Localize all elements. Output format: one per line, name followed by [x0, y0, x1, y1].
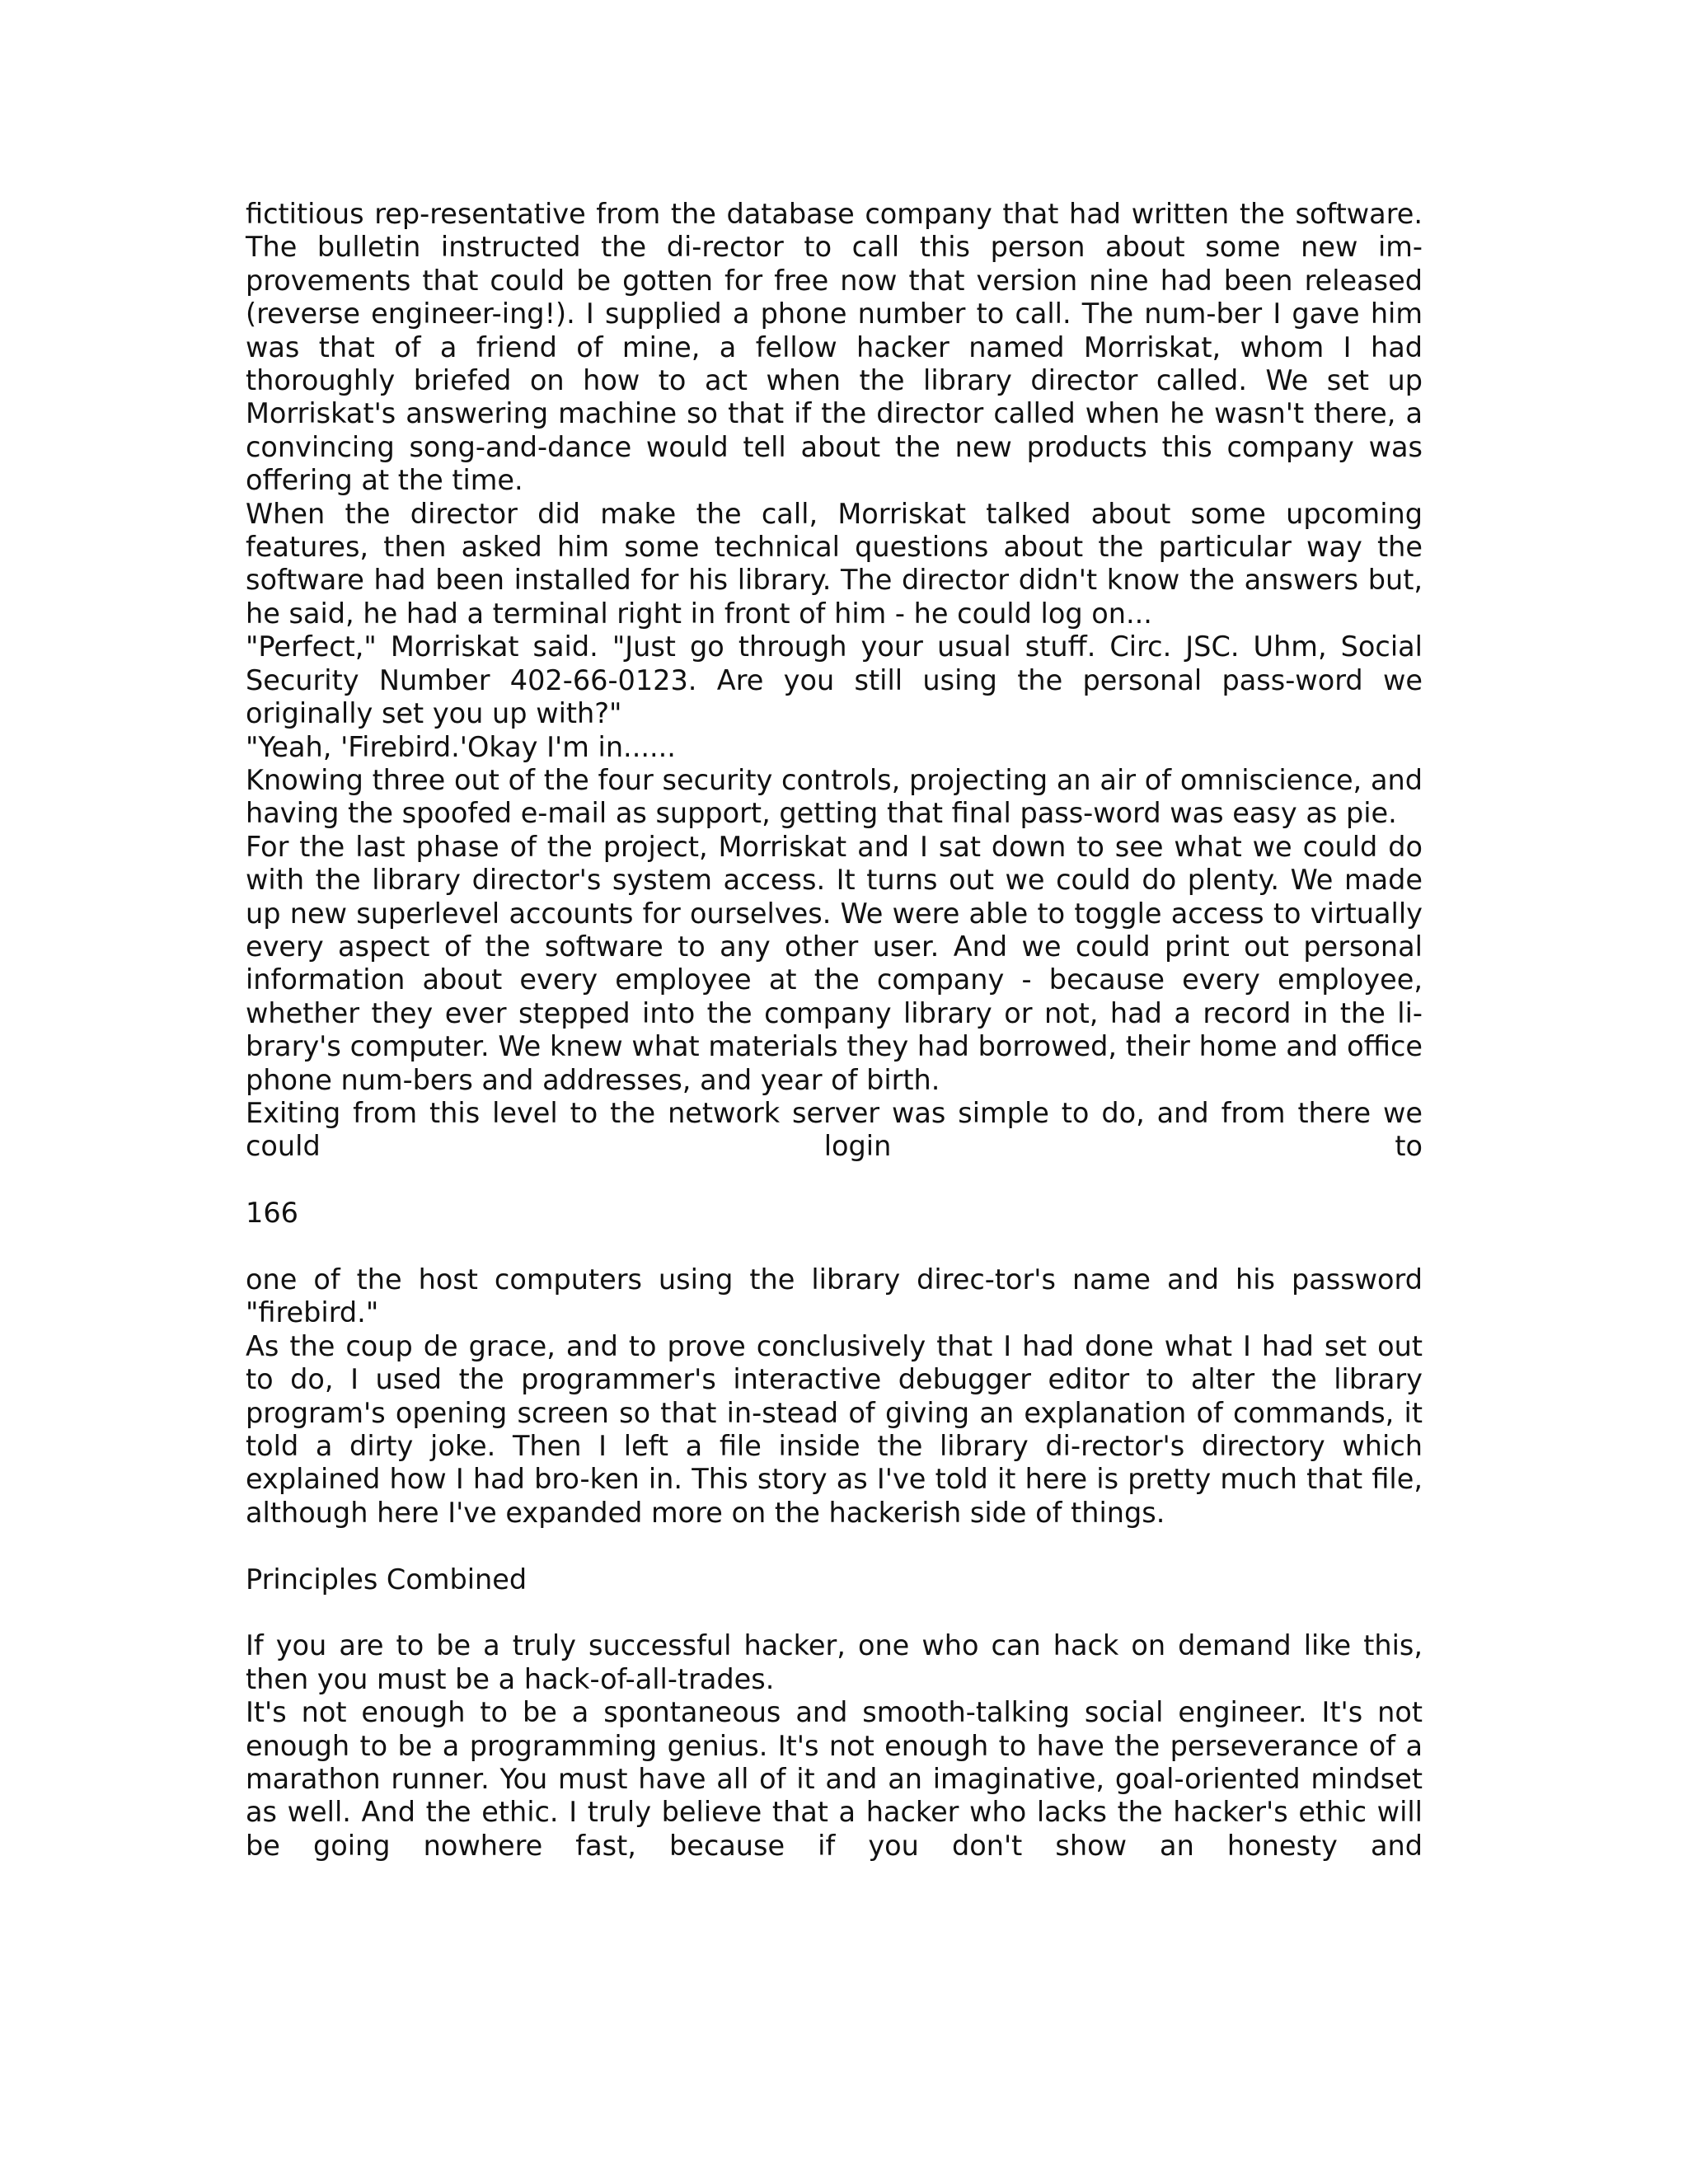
- paragraph-firebird-reply: "Yeah, 'Firebird.'Okay I'm in......: [246, 730, 676, 763]
- paragraph-morriskat-quote: "Perfect," Morriskat said. "Just go through your usual stuff. Circ. JSC. Uhm, Social Security Number 402-66-0123. Are you still using the personal pass-word we originally set you up with?": [246, 630, 1423, 730]
- paragraph-bulletin: fictitious rep-resentative from the database company that had written the software. The bulletin instructed the di-rector to call this person about some new im-provements that could be gotten for free now that version nine had been released (reverse engineer-ing!). I supplied a phone number to call. The num-ber I gave him was that of a friend of mine, a fellow hacker named Morriskat, whom I had thoroughly briefed on how to act when the library director called. We set up Morriskat's answering machine so that if the director called when he wasn't there, a convincing song-and-dance would tell about the new products this company was offering at the time.: [246, 198, 1423, 497]
- paragraph-last-phase: For the last phase of the project, Morriskat and I sat down to see what we could do with the library director's system access. It turns out we could do plenty. We made up new superlevel accounts for ourselves. We were able to toggle access to virtually every aspect of the software to any other user. And we could print out personal information about every employee at the company - because every employee, whether they ever stepped into the company library or not, had a record in the li-brary's computer. We knew what materials they had borrowed, their home and office phone num-bers and addresses, and year of birth.: [246, 830, 1423, 1096]
- page-number: 166: [246, 1197, 298, 1230]
- document-page: [246, 198, 1423, 1863]
- paragraph-hack-of-all-trades: If you are to be a truly successful hacker, one who can hack on demand like this, then you must be a hack-of-all-trades.: [246, 1629, 1423, 1695]
- paragraph-network-server: Exiting from this level to the network server was simple to do, and from there we could login to: [246, 1096, 1423, 1163]
- paragraph-host-computers: one of the host computers using the library direc-tor's name and his password "firebird.": [246, 1263, 1423, 1329]
- paragraph-coup-de-grace: As the coup de grace, and to prove conclusively that I had done what I had set out to do, I used the programmer's interactive debugger editor to alter the library program's opening screen so that in-stead of giving an explanation of commands, it told a dirty joke. Then I left a file inside the library di-rector's directory which explained how I had bro-ken in. This story as I've told it here is pretty much that file, although here I've expanded more on the hackerish side of things.: [246, 1329, 1423, 1529]
- paragraph-security-controls: Knowing three out of the four security controls, projecting an air of omniscience, and having the spoofed e-mail as support, getting that final pass-word was easy as pie.: [246, 763, 1423, 830]
- paragraph-director-call: When the director did make the call, Morriskat talked about some upcoming features, then asked him some technical questions about the particular way the software had been installed for his library. The director didn't know the answers but, he said, he had a terminal right in front of him - he could log on...: [246, 497, 1423, 630]
- paragraph-hacker-ethic: It's not enough to be a spontaneous and smooth-talking social engineer. It's not enough to be a programming genius. It's not enough to have the perseverance of a marathon runner. You must have all of it and an imaginative, goal-oriented mindset as well. And the ethic. I truly believe that a hacker who lacks the hacker's ethic will be going nowhere fast, because if you don't show an honesty and: [246, 1696, 1423, 1862]
- section-heading: Principles Combined: [246, 1563, 528, 1596]
